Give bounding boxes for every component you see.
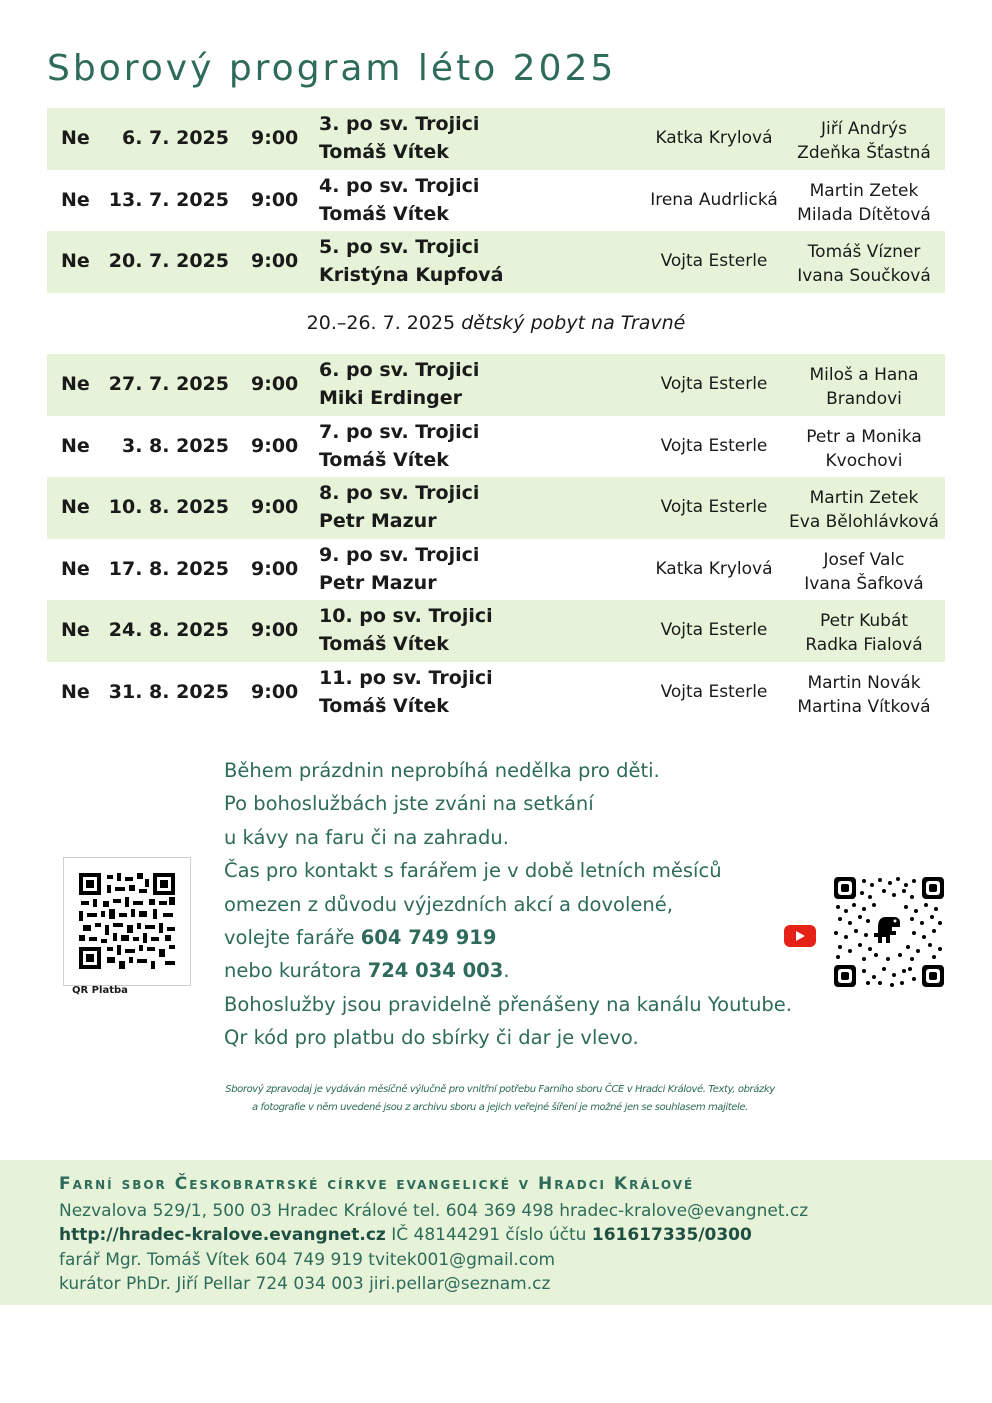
helper-name: Miloš a Hana (809, 365, 919, 385)
service-day: Ne (61, 188, 90, 211)
preacher-name: Tomáš Vítek (319, 202, 449, 225)
qr-code-icon (834, 877, 944, 987)
schedule-row (47, 600, 945, 662)
organist-name: Vojta Esterle (660, 251, 768, 271)
service-date: 3. 8. 2025 (122, 434, 229, 457)
helper-name: Martin Zetek (809, 488, 919, 508)
organist-name: Katka Krylová (655, 558, 773, 579)
schedule-row (47, 539, 945, 601)
helper-name: Radka Fialová (805, 635, 923, 655)
organist-name: Vojta Esterle (660, 497, 768, 517)
helper-name: Tomáš Vízner (807, 242, 921, 262)
qr-payment-caption: QR Platba (72, 985, 128, 996)
helper-name: Josef Valc (823, 549, 905, 570)
organist-name: Vojta Esterle (660, 620, 768, 640)
preacher-name: Petr Mazur (319, 510, 437, 532)
camp-dates: 20.–26. 7. 2025 (306, 312, 456, 334)
website-link[interactable]: http://hradec-kralove.evangnet.cz (59, 1225, 386, 1245)
service-time: 9:00 (251, 434, 299, 457)
service-date: 13. 7. 2025 (108, 188, 229, 211)
preacher-name: Tomáš Vítek (319, 633, 449, 655)
info-text-fragment: nebo kurátora (224, 959, 368, 983)
schedule-row (47, 170, 945, 232)
liturgical-sunday: 8. po sv. Trojici (319, 482, 480, 504)
footer-address: Nezvalova 529/1, 500 03 Hradec Králové tel. 604 369 498 hradec-kralove@evangnet.cz (59, 1201, 809, 1221)
service-date: 17. 8. 2025 (108, 557, 229, 580)
info-line: Čas pro kontakt s farářem je v době letních měsíců (224, 859, 722, 883)
service-helpers (783, 671, 945, 719)
liturgical-sunday: 3. po sv. Trojici (319, 113, 480, 135)
helper-name: Martin Zetek (809, 180, 919, 201)
info-line: Po bohoslužbách jste zváni na setkání (224, 792, 594, 816)
qr-code-icon (79, 873, 175, 969)
info-line: Qr kód pro platbu do sbírky či dar je vlevo. (224, 1026, 639, 1050)
organist-name: Vojta Esterle (660, 435, 768, 456)
service-helpers (783, 179, 945, 227)
service-time: 9:00 (251, 680, 299, 703)
organist-name: Vojta Esterle (660, 681, 768, 702)
preacher-name: Petr Mazur (319, 571, 437, 594)
helper-name: Martina Vítková (797, 696, 931, 717)
service-time: 9:00 (251, 127, 299, 149)
schedule-row (47, 477, 945, 539)
footer-curator: kurátor PhDr. Jiří Pellar 724 034 003 jiri.pellar@seznam.cz (59, 1274, 551, 1294)
service-day: Ne (61, 557, 90, 580)
service-day: Ne (61, 619, 90, 641)
footer-pastor: farář Mgr. Tomáš Vítek 604 749 919 tvitek001@gmail.com (59, 1250, 556, 1270)
preacher-name: Tomáš Vítek (319, 141, 449, 163)
info-line (224, 954, 804, 987)
pastor-phone: 604 749 919 (360, 926, 497, 950)
service-date: 6. 7. 2025 (122, 127, 229, 149)
helper-name: Jiří Andrýs (821, 119, 907, 139)
liturgical-sunday: 11. po sv. Trojici (319, 666, 493, 689)
youtube-icon[interactable] (784, 925, 816, 947)
helper-name: Brandovi (826, 389, 902, 409)
footer-ico: IČ 48144291 číslo účtu (385, 1225, 592, 1245)
service-helpers (783, 117, 945, 165)
service-date: 31. 8. 2025 (108, 680, 229, 703)
liturgical-sunday: 9. po sv. Trojici (319, 543, 480, 566)
schedule-table-july (47, 108, 945, 293)
organist-name: Irena Audrlická (650, 189, 778, 210)
service-time: 9:00 (251, 250, 299, 272)
service-time: 9:00 (251, 619, 299, 641)
info-line: omezen z důvodu výjezdních akcí a dovolené, (224, 892, 673, 916)
page-title: Sborový program léto 2025 (47, 48, 617, 89)
footer-title: Farní sbor Českobratrské církve evangelické v Hradci Králové (59, 1174, 695, 1194)
info-text-fragment: . (503, 959, 510, 983)
info-text (224, 754, 804, 1055)
footer (0, 1160, 992, 1305)
liturgical-sunday: 10. po sv. Trojici (319, 605, 493, 627)
preacher-name: Kristýna Kupfová (319, 264, 504, 286)
organist-name: Katka Krylová (655, 128, 773, 148)
service-time: 9:00 (251, 557, 299, 580)
liturgical-sunday: 7. po sv. Trojici (319, 420, 480, 443)
liturgical-sunday: 5. po sv. Trojici (319, 236, 480, 258)
helper-name: Eva Bělohlávková (789, 512, 939, 532)
info-text-fragment: volejte faráře (224, 926, 361, 950)
helper-name: Kvochovi (825, 450, 903, 471)
info-line (224, 921, 804, 954)
helper-name: Ivana Šafková (804, 573, 924, 594)
disclaimer-line: a fotografie v něm uvedené jsou z archivu sboru a jejich veřejné šíření je možné jen se souhlasem majitele. (252, 1102, 748, 1113)
service-helpers (783, 240, 945, 288)
info-line: Bohoslužby jsou pravidelně přenášeny na kanálu Youtube. (224, 992, 793, 1016)
service-day: Ne (61, 250, 90, 272)
service-date: 24. 8. 2025 (108, 619, 229, 641)
helper-name: Zdeňka Šťastná (797, 143, 931, 163)
service-time: 9:00 (251, 373, 299, 395)
helper-name: Martin Novák (807, 672, 921, 693)
disclaimer-line: Sborový zpravodaj je vydáván měsíčně výlučně pro vnitřní potřebu Farního sboru ČCE v Hradci Králové. Texty, obrázky (225, 1084, 775, 1095)
preacher-name: Miki Erdinger (319, 387, 463, 409)
liturgical-sunday: 6. po sv. Trojici (319, 359, 480, 381)
service-helpers (783, 486, 945, 534)
disclaimer (0, 1081, 992, 1117)
schedule-row (47, 662, 945, 724)
schedule-row (47, 416, 945, 478)
camp-notice (0, 312, 992, 334)
schedule-table-august (47, 354, 945, 723)
preacher-name: Tomáš Vítek (319, 448, 449, 471)
service-helpers (783, 548, 945, 596)
helper-name: Ivana Součková (797, 266, 931, 286)
service-day: Ne (61, 127, 90, 149)
bank-account: 161617335/0300 (591, 1225, 752, 1245)
info-line: Během prázdnin neprobíhá nedělka pro děti. (224, 759, 660, 782)
service-time: 9:00 (251, 496, 299, 518)
schedule-row (47, 108, 945, 170)
schedule-row (47, 231, 945, 293)
service-helpers (783, 363, 945, 411)
service-time: 9:00 (251, 188, 299, 211)
service-day: Ne (61, 373, 90, 395)
service-day: Ne (61, 434, 90, 457)
camp-text: dětský pobyt na Travné (461, 312, 686, 334)
service-day: Ne (61, 496, 90, 518)
payment-qr-code (63, 857, 191, 986)
info-line: u kávy na faru či na zahradu. (224, 825, 509, 849)
service-helpers (783, 425, 945, 473)
schedule-row (47, 354, 945, 416)
service-date: 20. 7. 2025 (108, 250, 229, 272)
organist-name: Vojta Esterle (660, 374, 768, 394)
helper-name: Milada Dítětová (797, 204, 931, 225)
service-day: Ne (61, 680, 90, 703)
service-date: 10. 8. 2025 (108, 496, 229, 518)
helper-name: Petr Kubát (819, 611, 909, 631)
footer-web-line (59, 1225, 752, 1245)
service-helpers (783, 609, 945, 657)
preacher-name: Tomáš Vítek (319, 694, 449, 717)
curator-phone: 724 034 003 (367, 959, 504, 983)
helper-name: Petr a Monika (806, 426, 922, 447)
liturgical-sunday: 4. po sv. Trojici (319, 174, 480, 197)
service-date: 27. 7. 2025 (108, 373, 229, 395)
